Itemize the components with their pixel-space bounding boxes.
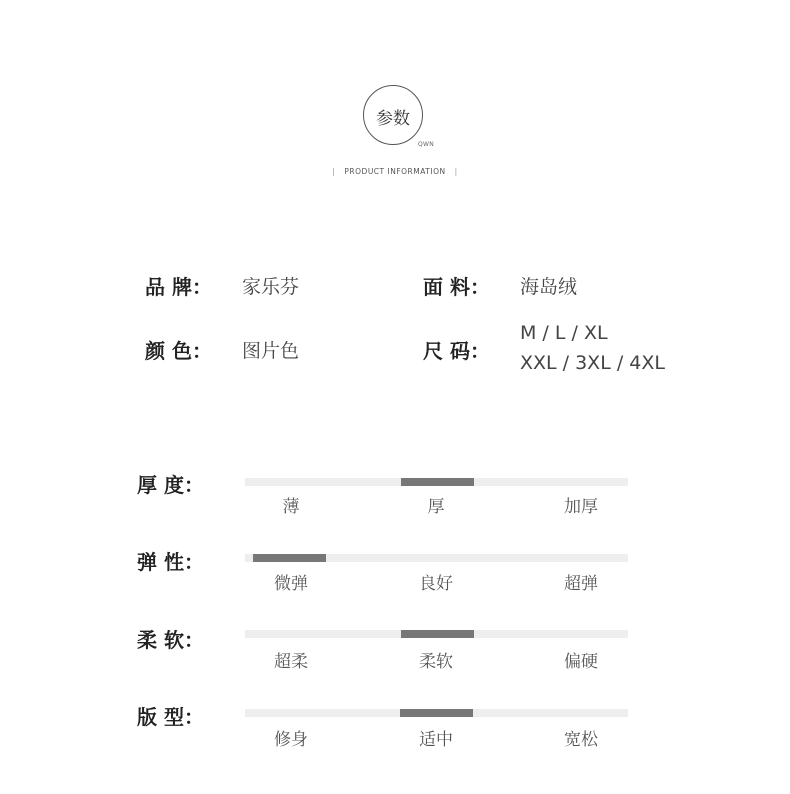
attribute-label: 版 型： <box>137 705 204 729</box>
attribute-track <box>245 554 628 562</box>
attribute-label: 弹 性： <box>137 550 204 574</box>
attribute-track <box>245 709 628 717</box>
attribute-fill <box>253 554 326 562</box>
brand-label: 品 牌： <box>145 275 212 299</box>
attribute-option: 厚 <box>427 497 445 517</box>
header-badge <box>363 85 435 148</box>
color-label: 颜 色： <box>145 339 212 363</box>
attribute-option: 超柔 <box>274 652 308 672</box>
attribute-fill <box>401 478 474 486</box>
color-value: 图片色 <box>242 340 300 362</box>
brand-value: 家乐芬 <box>242 276 300 298</box>
product-information-caption <box>0 167 790 176</box>
attribute-option: 良好 <box>419 574 453 594</box>
attribute-option: 加厚 <box>564 497 598 517</box>
fabric-label: 面 料： <box>423 275 490 299</box>
attribute-label: 柔 软： <box>137 628 204 652</box>
attribute-fill <box>400 709 473 717</box>
attribute-option: 超弹 <box>564 574 598 594</box>
separator-right: | <box>454 167 458 176</box>
attribute-option: 偏硬 <box>564 652 598 672</box>
separator-left: | <box>332 167 336 176</box>
attribute-option: 柔软 <box>419 652 453 672</box>
attribute-track <box>245 630 628 638</box>
attribute-fill <box>401 630 474 638</box>
badge-title: 参数 <box>376 109 410 129</box>
attribute-track <box>245 478 628 486</box>
attribute-option: 微弹 <box>274 574 308 594</box>
fabric-value: 海岛绒 <box>520 276 578 298</box>
badge-subtitle: QWN <box>418 141 435 148</box>
size-value <box>520 318 665 378</box>
attribute-option: 薄 <box>282 497 300 517</box>
product-information-text: PRODUCT INFORMATION <box>344 167 446 176</box>
attribute-option: 宽松 <box>564 730 598 750</box>
size-label: 尺 码： <box>423 339 490 363</box>
size-value-line1: M / L / XL <box>520 322 608 344</box>
attribute-option: 适中 <box>419 730 453 750</box>
attribute-label: 厚 度： <box>137 473 204 497</box>
attribute-option: 修身 <box>274 730 308 750</box>
size-value-line2: XXL / 3XL / 4XL <box>520 352 665 374</box>
